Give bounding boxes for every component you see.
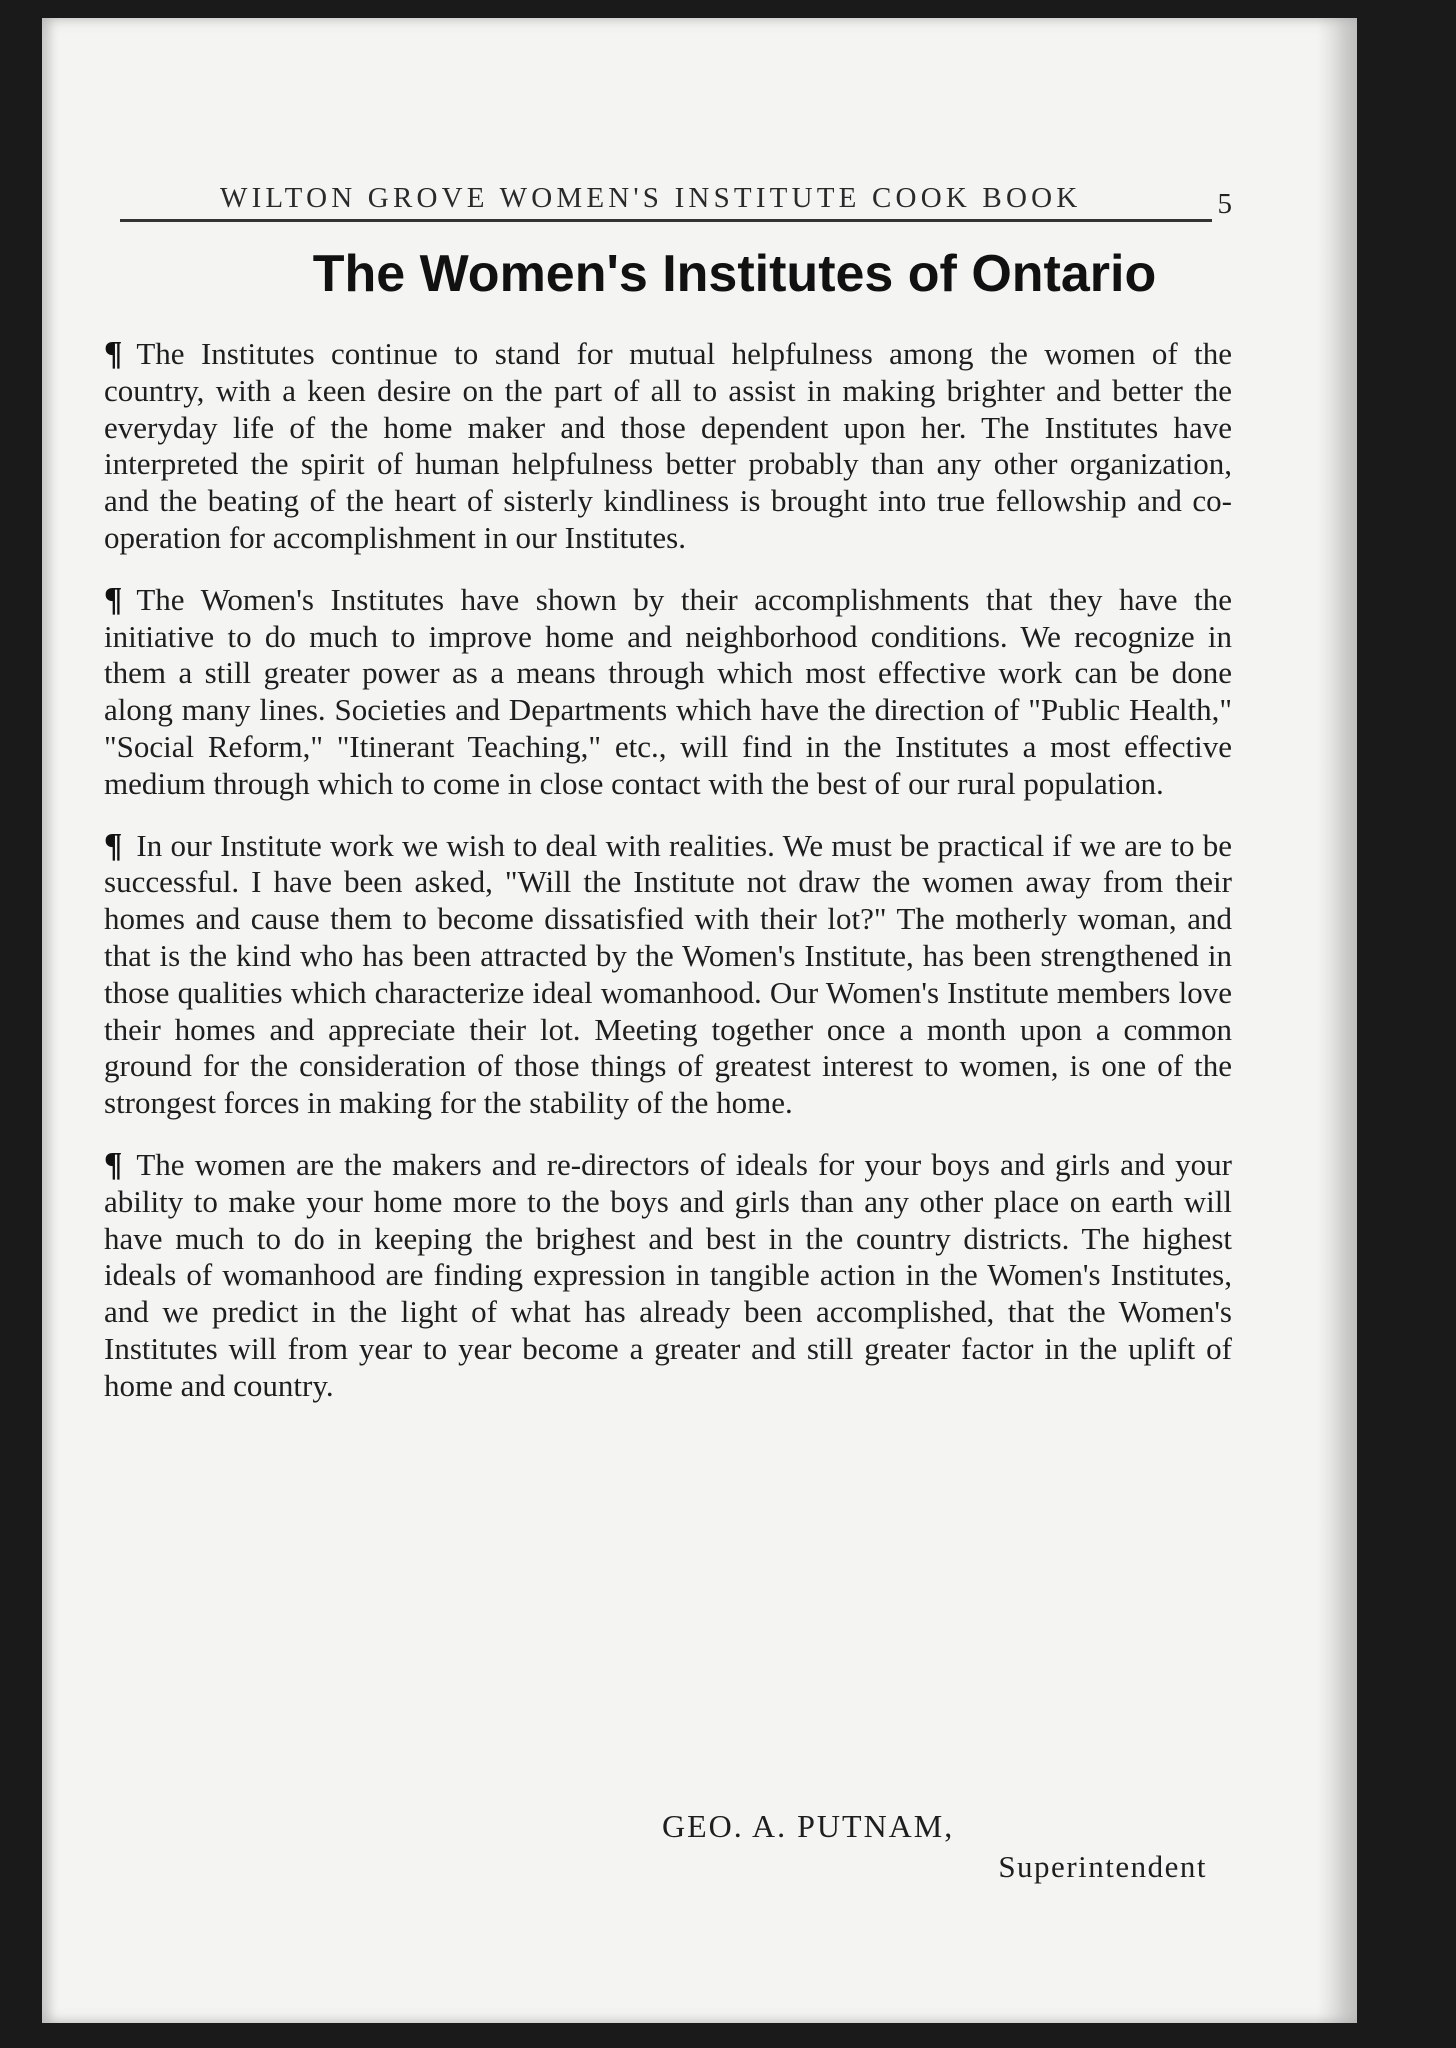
- article-title: The Women's Institutes of Ontario: [312, 245, 1157, 303]
- signature-role: Superintendent: [998, 1849, 1207, 1884]
- paragraph-text: In our Institute work we wish to deal with realities. We must be practical if we are to be successful. I have been asked, "Will the Institute not draw the women away from their homes and cause them to become dissatisfied with their lot?" The motherly woman, and that is the kind who has been attracted by the Women's Institute, has been strengthened in those qualities which characterize ideal womanhood. Our Women's Institute members love their homes and appreciate their lot. Meeting together once a month upon a common ground for the consideration of those things of greatest interest to women, is one of the strongest forces in making for the stability of the home.: [104, 827, 1232, 1121]
- paragraph-text: The women are the makers and re-directors of ideals for your boys and girls and your ability to make your home more to the boys and girls than any other place on earth will have much to do in keeping the brighest and best in the country districts. The highest ideals of womanhood are finding expression in tangible action in the Women's Institutes, and we predict in the light of what has already been accomplished, that the Women's Institutes will from year to year become a greater and still greater factor in the uplift of home and country.: [104, 1146, 1232, 1403]
- running-title: WILTON GROVE WOMEN'S INSTITUTE COOK BOOK: [220, 182, 1082, 214]
- paragraph: [104, 582, 1232, 803]
- paragraph-mark-icon: ¶: [104, 826, 123, 864]
- book-page: [42, 18, 1357, 2023]
- article-body: [104, 336, 1232, 1430]
- paragraph-mark-icon: ¶: [104, 580, 123, 618]
- paragraph: [104, 336, 1232, 557]
- paragraph: [104, 828, 1232, 1122]
- page-number: 5: [1217, 188, 1232, 220]
- paragraph: [104, 1147, 1232, 1405]
- header-rule: [120, 219, 1212, 222]
- paragraph-text: The Women's Institutes have shown by their accomplishments that they have the initiative to do much to improve home and neighborhood conditions. We recognize in them a still greater power as a means through which most effective work can be done along many lines. Societies and Departments which have the direction of "Public Health," "Social Reform," "Itinerant Teaching," etc., will find in the Institutes a most effective medium through which to come in close contact with the best of our rural population.: [104, 581, 1232, 801]
- paragraph-text: The Institutes continue to stand for mutual helpfulness among the women of the country, with a keen desire on the part of all to assist in making brighter and better the everyday life of the home maker and those dependent upon her. The Institutes have interpreted the spirit of human helpfulness better probably than any other organization, and the beating of the heart of sisterly kindliness is brought into true fellowship and co-operation for accomplishment in our Institutes.: [104, 336, 1232, 555]
- signature-name: GEO. A. PUTNAM,: [662, 1808, 955, 1844]
- page-header: [120, 158, 1232, 222]
- paragraph-mark-icon: ¶: [104, 1145, 123, 1183]
- paragraph-mark-icon: ¶: [104, 335, 123, 372]
